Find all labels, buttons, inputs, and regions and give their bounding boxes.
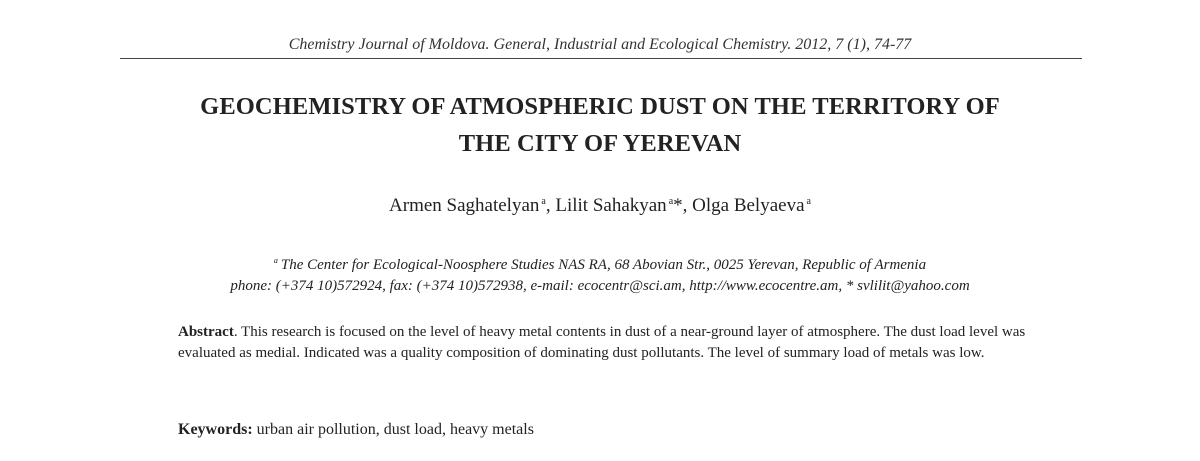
corresponding-mark: * bbox=[673, 195, 683, 216]
abstract bbox=[178, 322, 1038, 364]
affil-mark: a bbox=[541, 196, 546, 207]
author-2: Lilit Sahakyan $^a$*, bbox=[555, 195, 693, 216]
affil-mark: a bbox=[668, 196, 674, 207]
author-1: Armen Saghatelyan $^a$, bbox=[389, 195, 556, 216]
header-rule bbox=[120, 58, 1082, 59]
paper-title bbox=[100, 88, 1100, 162]
keywords bbox=[178, 421, 1038, 439]
affiliation bbox=[0, 250, 1200, 297]
journal-citation: Chemistry Journal of Moldova. General, Industrial and Ecological Chemistry. 2012, 7 (1), 74-77 bbox=[288, 36, 912, 53]
affil-mark: a bbox=[806, 196, 811, 207]
abstract-text: . This research is focused on the level of heavy metal contents in dust of a near-ground layer of atmosphere. The dust load level was evaluated as medial. Indicated was a quality composition of dominating dust pollutants. The level of summary load of metals was low. bbox=[178, 324, 1026, 361]
title-line-1: GEOCHEMISTRY OF ATMOSPHERIC DUST ON THE TERRITORY OF bbox=[200, 93, 1000, 120]
title-line-2: THE CITY OF YEREVAN bbox=[458, 130, 742, 157]
keywords-text: urban air pollution, dust load, heavy metals bbox=[252, 421, 534, 438]
affiliation-line-1: $^a$ The Center for Ecological-Noosphere Studies NAS RA, 68 Abovian Str., 0025 Yerevan, Republic of Armenia bbox=[273, 256, 927, 273]
author-3: Olga Belyaeva $^a$ bbox=[692, 195, 811, 216]
author-list bbox=[0, 195, 1200, 217]
abstract-label: Abstract bbox=[178, 324, 234, 340]
affiliation-contact: phone: (+374 10)572924, fax: (+374 10)572938, e-mail: ecocentr@sci.am, http://www.ecocentre.am, * svlilit@yahoo.com bbox=[230, 278, 970, 294]
keywords-label: Keywords: bbox=[178, 421, 253, 438]
affil-mark: a bbox=[273, 256, 278, 265]
